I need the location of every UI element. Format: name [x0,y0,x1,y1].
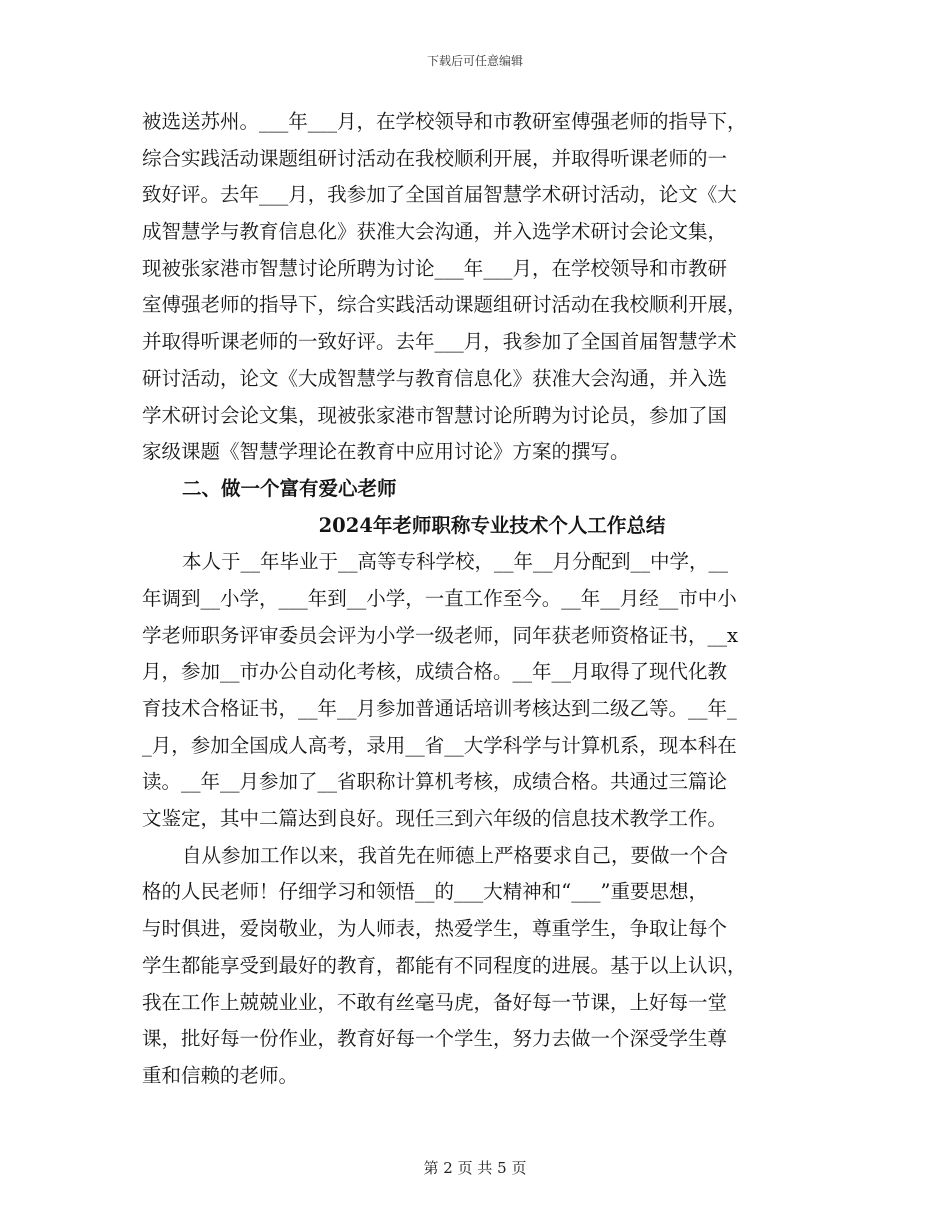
text-line: _月，参加全国成人高考，录用__省__大学科学与计算机系，现本科在 [142,733,737,757]
text-line: 学术研讨会论文集，现被张家港市智慧讨论所聘为讨论员，参加了国 [142,403,728,427]
text-line: 学老师职务评审委员会评为小学一级老师，同年获老师资格证书，__x [142,623,738,647]
text-line: 自从参加工作以来，我首先在师德上严格要求自己，要做一个合 [182,843,729,867]
text-line: 综合实践活动课题组研讨活动在我校顺利开展，并取得听课老师的一 [142,146,728,170]
text-line: 与时俱进，爱岗敬业，为人师表，热爱学生，尊重学生，争取让每个 [142,917,728,941]
text-line: 格的人民老师！仔细学习和领悟__的___大精神和“___”重要思想， [142,880,708,904]
text-line: 本人于__年毕业于__高等专科学校，__年__月分配到__中学，__ [182,550,729,574]
section-heading: 二、做一个富有爱心老师 [182,476,397,500]
text-line: 家级课题《智慧学理论在教育中应用讨论》方案的撰写。 [142,440,630,464]
document-body [142,104,808,1095]
text-line: 我在工作上兢兢业业，不敢有丝毫马虎，备好每一节课，上好每一堂 [142,990,728,1014]
text-line: 成智慧学与教育信息化》获准大会沟通，并入选学术研讨会论文集， [142,220,728,244]
page-footer: 第 2 页 共 5 页 [423,1159,527,1177]
section-title: 2024年老师职称专业技术个人工作总结 [318,513,666,537]
page-header: 下载后可任意编辑 [426,54,523,68]
text-line: 现被张家港市智慧讨论所聘为讨论___年___月，在学校领导和市教研 [142,256,728,280]
text-line: 致好评。去年___月，我参加了全国首届智慧学术研讨活动，论文《大 [142,183,737,207]
text-line: 重和信赖的老师。 [142,1063,299,1087]
text-line: 月，参加__市办公自动化考核，成绩合格。__年__月取得了现代化教 [142,660,728,684]
text-line: 年调到__小学，___年到__小学，一直工作至今。__年__月经__市中小 [142,586,737,610]
text-line: 育技术合格证书，__年__月参加普通话培训考核达到二级乙等。__年_ [142,697,737,720]
text-line: 读。__年__月参加了__省职称计算机考核，成绩合格。共通过三篇论 [142,770,728,794]
text-line: 课，批好每一份作业，教育好每一个学生，努力去做一个深受学生尊 [142,1027,728,1051]
text-line: 室傅强老师的指导下，综合实践活动课题组研讨活动在我校顺利开展， [142,293,747,317]
text-line: 研讨活动，论文《大成智慧学与教育信息化》获准大会沟通，并入选 [142,366,728,390]
text-line: 并取得听课老师的一致好评。去年___月，我参加了全国首届智慧学术 [142,330,737,354]
text-line: 学生都能享受到最好的教育，都能有不同程度的进展。基于以上认识， [142,953,747,977]
text-line: 文鉴定，其中二篇达到良好。现任三到六年级的信息技术教学工作。 [142,807,728,831]
text-line: 被选送苏州。___年___月，在学校领导和市教研室傅强老师的指导下， [142,110,747,133]
